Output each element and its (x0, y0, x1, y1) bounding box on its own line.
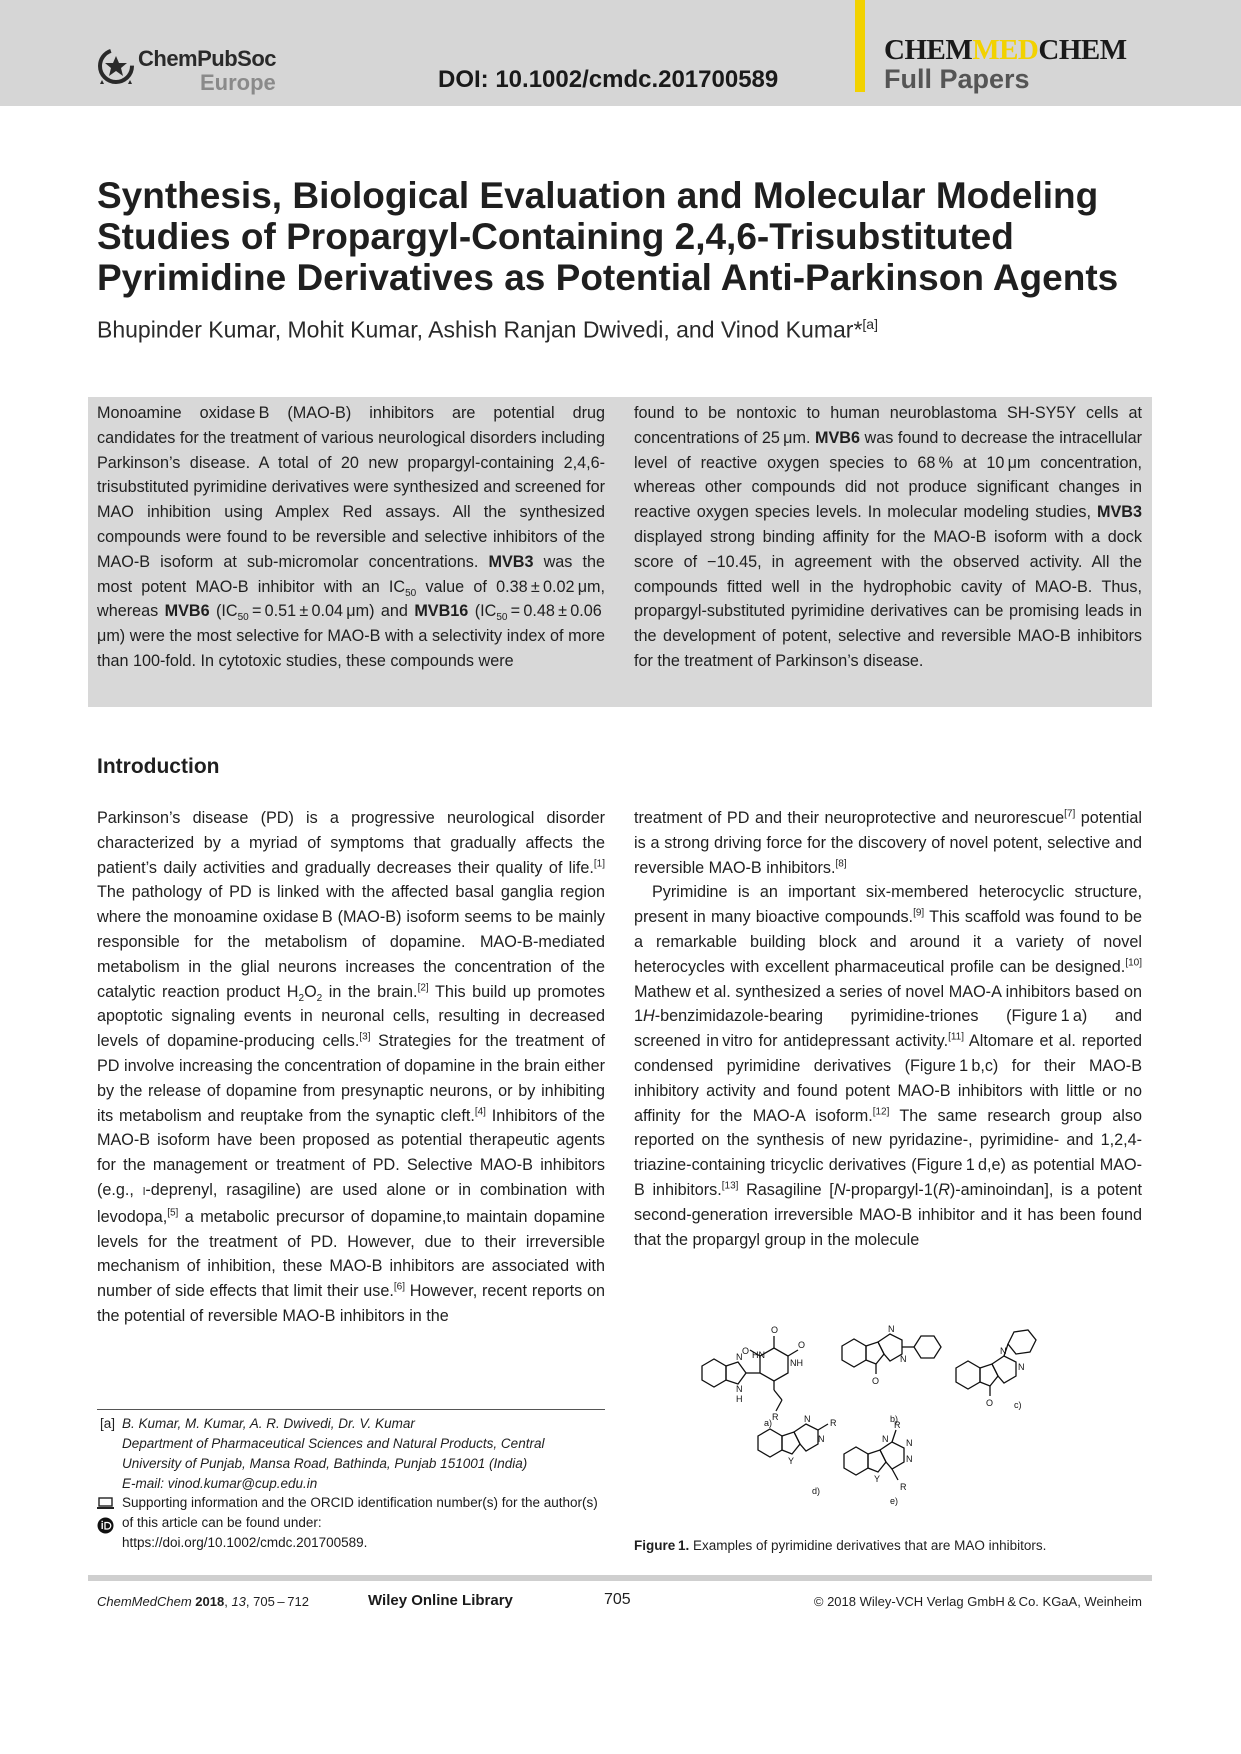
atom-label: O (771, 1325, 779, 1335)
supporting-info-link[interactable]: https://doi.org/10.1002/cmdc.201700589. (122, 1535, 368, 1550)
ref-5[interactable]: [5] (167, 1207, 179, 1219)
footnote-authors: B. Kumar, M. Kumar, A. R. Dwivedi, Dr. V. Kumar (122, 1416, 415, 1431)
doi-label[interactable]: DOI: 10.1002/cmdc.201700589 (438, 66, 779, 93)
orcid-icon (97, 1517, 114, 1534)
ref-13[interactable]: [13] (721, 1180, 739, 1192)
atom-label: O (742, 1346, 750, 1356)
ref-11[interactable]: [11] (948, 1031, 965, 1043)
atom-label: O (872, 1376, 880, 1386)
atom-label: H (736, 1394, 743, 1404)
compound-mvb3: MVB3 (488, 552, 534, 571)
atom-label: N (888, 1324, 895, 1334)
copyright-notice: © 2018 Wiley-VCH Verlag GmbH & Co. KGaA, Weinheim (813, 1594, 1142, 1609)
journal-name-part1: CHEM (884, 34, 973, 66)
atom-label: N (900, 1354, 907, 1364)
intro-left-column: Parkinson’s disease (PD) is a progressive neurological disorder characterized by a myriad of symptoms that gradually affects the patient’s daily activities and gradually decreases their quality of life.[1] The pathology of PD is linked with the affected basal ganglia region where the monoamine oxidase B (MAO-B) isoform seems to be mainly responsible for the metabolism of dopamine. MAO-B-mediated metabolism in the glial neurons increases the concentration of the catalytic reaction product $H_2O_2$ in the brain.[2] This build up promotes apoptotic signaling events in neuronal cells, resulting in decreased levels of dopamine-producing cells.[3] Strategies for the treatment of PD involve increasing the concentration of dopamine in the brain either by the release of dopamine from presynaptic neurons, or by inhibiting its metabolism and reuptake from the synaptic cleft.[4] Inhibitors of the MAO-B isoform have been proposed as potential therapeutic agents for the management or treatment of PD. Selective MAO-B inhibitors (e.g., l-deprenyl, rasagiline) are used alone or in combination with levodopa,[5] a metabolic precursor of dopamine,to maintain dopamine levels for the treatment of PD. However, due to their irreversible mechanism of inhibition, these MAO-B inhibitors are associated with number of side effects that limit their use.[6] However, recent reports on the potential of reversible MAO-B inhibitors in the (97, 809, 605, 1325)
atom-label: HN (752, 1350, 765, 1360)
ref-9[interactable]: [9] (913, 907, 925, 919)
affiliation-footnote (97, 1414, 607, 1494)
structure-a-benzene-ring (702, 1359, 726, 1387)
structure-e-benzene-ring (844, 1447, 868, 1475)
compound-mvb16: MVB16 (414, 602, 469, 621)
footer-citation: ChemMedChem 2018, 13, 705 – 712 (97, 1594, 309, 1609)
intro-paragraph-2: Pyrimidine is an important six-membered heterocyclic structure, present in many bioactive compounds.[9] This scaffold was found to be a remarkable building block and around it a variety of novel heterocycles with excellent pharmaceutical profile can be designed.[10] Mathew et al. synthesized a series of novel MAO-A inhibitors based on 1H-benzimidazole-bearing pyrimidine-triones (Figure 1 a) and screened in vitro for antidepressant activity.[11] Altomare et al. reported condensed pyrimidine derivatives (Figure 1 b,c) for their MAO-B inhibitory activity and found potent MAO-B inhibitors with little or no affinity for the MAO-A isoform.[12] The same research group also reported on the synthesis of new pyridazine-, pyrimidine- and 1,2,4-triazine-containing tricyclic derivatives (Figure 1 d,e) as potential MAO-B inhibitors.[13] Rasagiline [N-propargyl-1(R)-aminoindan], is a potent second-generation irreversible MAO-B inhibitor and it has been found that the propargyl group in the molecule (634, 883, 1143, 1249)
compound-mvb6: MVB6 (164, 602, 210, 621)
atom-label: N (906, 1438, 913, 1448)
figure-1-label[interactable]: Figure 1. (634, 1538, 690, 1553)
page-number: 705 (604, 1591, 631, 1608)
affiliation-ref[interactable]: [a] (862, 316, 878, 332)
atom-label: N (882, 1434, 889, 1444)
intro-right-column (634, 806, 1142, 1252)
panel-label-a: a) (764, 1418, 773, 1428)
atom-label: R (772, 1412, 779, 1422)
footnote-label: [a] (100, 1416, 116, 1431)
introduction-heading: Introduction (97, 755, 220, 778)
structure-a-imidazole-ring (726, 1362, 746, 1384)
section-label: Full Papers (884, 64, 1030, 94)
supporting-info-text: Supporting information and the ORCID identification number(s) for the author(s) of this article can be found under: (122, 1495, 598, 1530)
atom-label: N (1000, 1346, 1007, 1356)
footnote-affiliation: Department of Pharmaceutical Sciences and Natural Products, Central University of Punjab, Mansa Road, Bathinda, Punjab 151001 (India) (122, 1436, 545, 1471)
article-title: Synthesis, Biological Evaluation and Molecular Modeling Studies of Propargyl-Containing 2,4,6-Trisubstituted Pyrimidine Derivatives as Potential Anti-Parkinson Agents (97, 175, 1119, 298)
figure-1-caption: Figure 1. Examples of pyrimidine derivatives that are MAO inhibitors. (634, 1538, 1047, 1553)
structure-c-five-ring (980, 1364, 998, 1386)
accent-bar (855, 0, 865, 92)
atom-label: N (906, 1454, 913, 1464)
panel-label-d: d) (812, 1486, 821, 1496)
footer-bar (88, 1575, 1152, 1581)
ref-2[interactable]: [2] (417, 982, 429, 994)
atom-label: N (1018, 1362, 1025, 1372)
ref-3[interactable]: [3] (359, 1031, 371, 1043)
logo-line2: Europe (200, 70, 276, 95)
ref-1[interactable]: [1] (593, 858, 605, 870)
panel-label-c: c) (1014, 1400, 1022, 1410)
author-list (97, 316, 878, 344)
figure-1-structures (694, 1318, 1100, 1528)
structure-b-benzene-ring (842, 1339, 866, 1367)
structure-c-benzene-ring (956, 1361, 980, 1389)
atom-label: NH (790, 1358, 803, 1368)
atom-label: O (986, 1398, 994, 1408)
corresponding-mark: * (853, 316, 863, 343)
structure-d-five-ring (782, 1432, 800, 1454)
abstract-left: Monoamine oxidase B (MAO-B) inhibitors are potential drug candidates for the treatment of various neurological disorders including Parkinson’s disease. A total of 20 new propargyl-containing 2,4,6-trisubstituted pyrimidine derivatives were synthesized and screened for MAO inhibition using Amplex Red assays. All the synthesized compounds were found to be reversible and selective inhibitors of the MAO-B isoform at sub-micromolar concentrations. MVB3 was the most potent MAO-B inhibitor with an $IC_{50}$ value of 0.38 ± 0.02 μm, whereas MVB6 ($IC_{50} = 0.51 \pm 0.04$ μm) and MVB16 ($IC_{50} = 0.48 \pm 0.06$ μm) were the most selective for MAO-B with a selectivity index of more than 100-fold. In cytotoxic studies, these compounds were (97, 404, 606, 670)
atom-label: N (804, 1414, 811, 1424)
panel-label-e: e) (890, 1496, 899, 1506)
journal-name-part3: CHEM (1038, 34, 1127, 66)
structure-b-phenyl-ring (914, 1336, 941, 1358)
atom-label: R (900, 1482, 907, 1492)
ref-4[interactable]: [4] (474, 1106, 486, 1118)
ref-7[interactable]: [7] (1064, 808, 1076, 820)
ref-8[interactable]: [8] (835, 858, 847, 870)
ref-12[interactable]: [12] (872, 1106, 890, 1118)
atom-label: N (736, 1384, 743, 1394)
structure-c-phenyl-ring (1008, 1330, 1036, 1354)
atom-label: R (894, 1420, 901, 1430)
structure-e-five-ring (868, 1450, 886, 1472)
journal-name-part2: MED (972, 34, 1039, 66)
structure-b-five-ring (866, 1342, 884, 1364)
atom-label: Y (788, 1456, 795, 1466)
panel-label-b: b) (890, 1414, 899, 1424)
journal-name[interactable] (884, 34, 1127, 67)
wiley-online-library-link[interactable]: Wiley Online Library (368, 1592, 513, 1609)
atom-label: N (818, 1434, 825, 1444)
ref-10[interactable]: [10] (1125, 957, 1142, 969)
logo-line1: ChemPubSoc (138, 46, 277, 71)
atom-label: N (736, 1352, 743, 1362)
abstract-right: found to be nontoxic to human neuroblastoma SH-SY5Y cells at concentrations of 25 μm. MVB6 was found to decrease the intracellular level of reactive oxygen species to 68 % at 10 μm concentration, whereas other compounds did not produce significant changes in reactive oxygen species levels. In molecular modeling studies, MVB3 displayed strong binding affinity for the MAO-B isoform with a dock score of −10.45, in agreement with the observed activity. All the compounds fitted well in the hydrophobic cavity of MAO-B. Thus, propargyl-substituted pyrimidine derivatives can be promising leads in the development of potent, selective and reversible MAO-B inhibitors for the treatment of Parkinson’s disease. (634, 404, 1142, 670)
society-star-icon (96, 46, 136, 86)
authors-text: Bhupinder Kumar, Mohit Kumar, Ashish Ranjan Dwivedi, and Vinod Kumar (97, 316, 854, 343)
intro-paragraph-1: treatment of PD and their neuroprotective and neurorescue[7] potential is a strong driving force for the discovery of novel potent, selective and reversible MAO-B inhibitors.[8] (634, 808, 1142, 877)
ref-6[interactable]: [6] (393, 1281, 405, 1293)
footnote-email[interactable]: E-mail: vinod.kumar@cup.edu.in (122, 1476, 318, 1491)
atom-label: R (830, 1418, 837, 1428)
supporting-info-note (97, 1493, 607, 1553)
atom-label: Y (874, 1474, 881, 1484)
footnote-divider (97, 1409, 605, 1410)
structure-d-benzene-ring (758, 1429, 782, 1457)
chempubsoc-logo[interactable] (96, 44, 286, 96)
laptop-icon (97, 1497, 114, 1510)
atom-label: O (798, 1340, 806, 1350)
